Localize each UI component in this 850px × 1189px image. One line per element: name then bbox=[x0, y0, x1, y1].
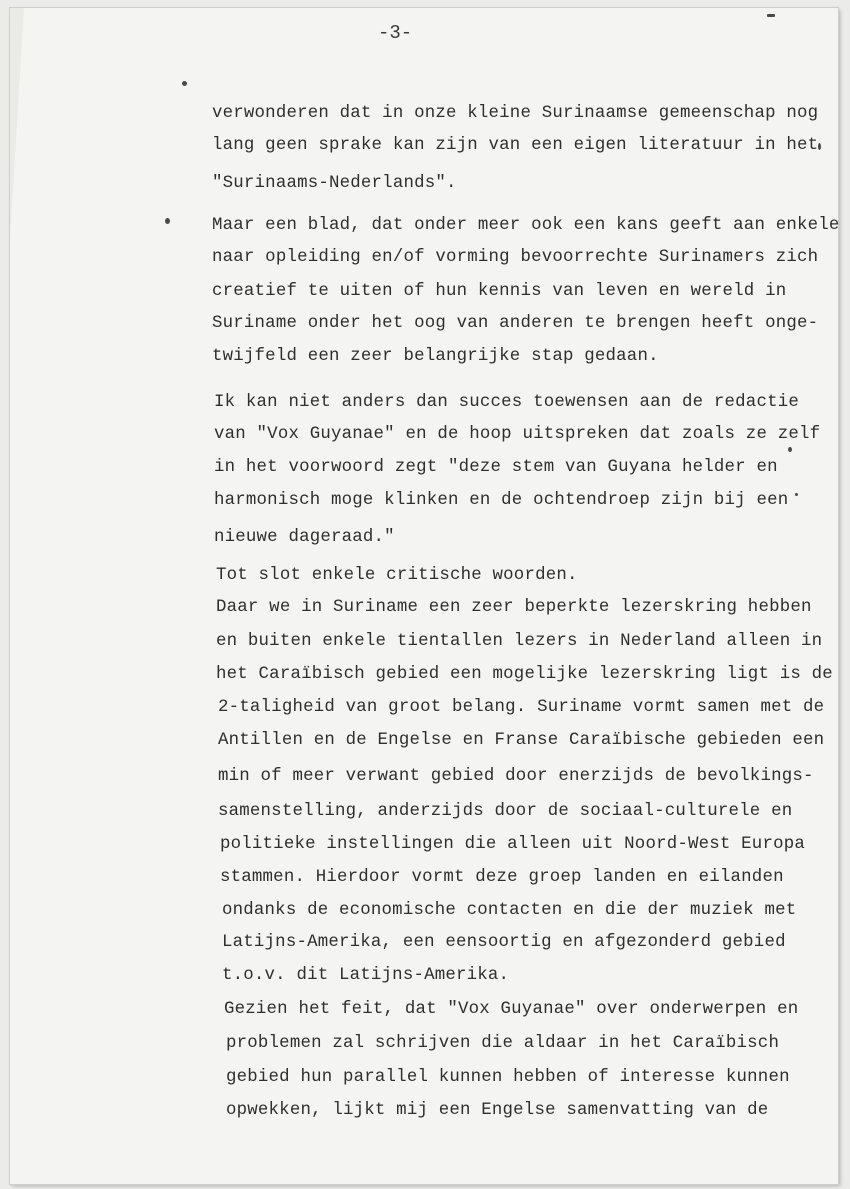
text-line: "Surinaams-Nederlands". bbox=[212, 174, 457, 193]
text-line: t.o.v. dit Latijns-Amerika. bbox=[222, 966, 510, 985]
text-line: 2-taligheid van groot belang. Suriname vormt samen met de bbox=[218, 698, 825, 717]
text-line: Antillen en de Engelse en Franse Caraïbische gebieden een bbox=[218, 731, 825, 750]
text-line: naar opleiding en/of vorming bevoorrechte Surinamers zich bbox=[212, 248, 819, 267]
text-line: het Caraïbisch gebied een mogelijke lezerskring ligt is de bbox=[216, 665, 833, 684]
text-line: Ik kan niet anders dan succes toewensen aan de redactie bbox=[214, 393, 799, 412]
text-line: samenstelling, anderzijds door de sociaal-culturele en bbox=[218, 802, 793, 821]
text-line: Daar we in Suriname een zeer beperkte lezerskring hebben bbox=[216, 598, 812, 617]
text-line: in het voorwoord zegt "deze stem van Guyana helder en bbox=[214, 458, 778, 477]
text-line: Tot slot enkele critische woorden. bbox=[216, 566, 578, 585]
text-line: Suriname onder het oog van anderen te brengen heeft onge- bbox=[212, 314, 819, 333]
text-line: harmonisch moge klinken en de ochtendroep zijn bij een bbox=[214, 491, 789, 510]
ink-speck bbox=[165, 218, 170, 224]
page-fold-shadow bbox=[10, 8, 24, 238]
text-line: gebied hun parallel kunnen hebben of interesse kunnen bbox=[226, 1068, 790, 1087]
text-line: twijfeld een zeer belangrijke stap gedaan. bbox=[212, 347, 659, 366]
ink-speck bbox=[788, 447, 792, 452]
text-line: problemen zal schrijven die aldaar in het Caraïbisch bbox=[226, 1034, 780, 1053]
page-number: -3- bbox=[378, 22, 413, 44]
text-line: lang geen sprake kan zijn van een eigen literatuur in het bbox=[212, 136, 819, 155]
text-line: opwekken, lijkt mij een Engelse samenvatting van de bbox=[226, 1101, 769, 1120]
text-line: nieuwe dageraad." bbox=[214, 528, 395, 547]
text-line: stammen. Hierdoor vormt deze groep landen en eilanden bbox=[220, 868, 784, 887]
text-line: creatief te uiten of hun kennis van leven en wereld in bbox=[212, 282, 787, 301]
text-line: van "Vox Guyanae" en de hoop uitspreken dat zoals ze zelf bbox=[214, 425, 821, 444]
ink-speck bbox=[182, 81, 187, 86]
ink-speck bbox=[818, 143, 821, 150]
text-line: min of meer verwant gebied door enerzijds de bevolkings- bbox=[218, 767, 814, 786]
ink-speck bbox=[767, 14, 775, 17]
text-line: en buiten enkele tientallen lezers in Nederland alleen in bbox=[216, 632, 823, 651]
text-line: Gezien het feit, dat "Vox Guyanae" over onderwerpen en bbox=[224, 1000, 799, 1019]
text-line: verwonderen dat in onze kleine Surinaamse gemeenschap nog bbox=[212, 104, 819, 123]
ink-speck bbox=[795, 493, 798, 496]
text-line: ondanks de economische contacten en die der muziek met bbox=[222, 901, 797, 920]
text-line: Latijns-Amerika, een eensoortig en afgezonderd gebied bbox=[222, 933, 786, 952]
text-line: Maar een blad, dat onder meer ook een kans geeft aan enkele bbox=[212, 216, 840, 235]
text-line: politieke instellingen die alleen uit Noord-West Europa bbox=[220, 835, 805, 854]
